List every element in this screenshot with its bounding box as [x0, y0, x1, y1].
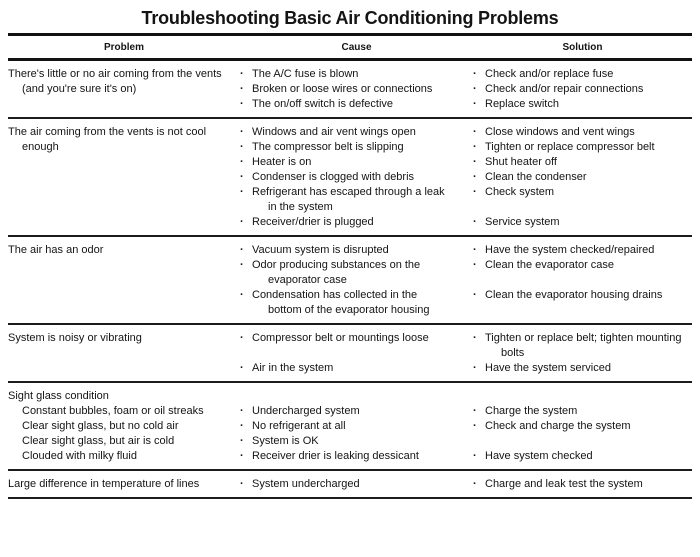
table-row	[8, 117, 692, 235]
subproblem-cell: Constant bubbles, foam or oil streaks	[22, 405, 204, 417]
solution-item	[473, 82, 692, 97]
table-row	[8, 469, 692, 497]
cause-item	[240, 215, 473, 230]
cause-item	[240, 258, 473, 288]
column-header-problem: Problem	[103, 42, 144, 53]
column-header-solution: Solution	[562, 42, 603, 53]
cause-item	[240, 477, 473, 492]
solution-item	[473, 185, 692, 200]
cause-item-text: The A/C fuse is blown	[252, 68, 359, 80]
solution-item-text: Have the system serviced	[485, 362, 611, 374]
bullet-icon: ·	[473, 332, 477, 344]
bullet-icon: ·	[473, 83, 477, 95]
subproblem-cell: Clear sight glass, but air is cold	[22, 435, 175, 447]
cause-item-text: Vacuum system is disrupted	[252, 244, 389, 256]
bullet-icon: ·	[240, 186, 244, 198]
bullet-icon: ·	[240, 98, 244, 110]
cause-item	[240, 185, 473, 215]
problem-cell: System is noisy or vibrating	[8, 332, 142, 344]
solution-item-text: Clean the evaporator housing drains	[485, 289, 663, 301]
solution-item	[473, 125, 692, 140]
bullet-icon: ·	[240, 259, 244, 271]
solution-item-text: Check and/or repair connections	[485, 83, 644, 95]
cause-item-text: Air in the system	[252, 362, 334, 374]
cause-item-text: System is OK	[252, 435, 319, 447]
bullet-icon: ·	[473, 405, 477, 417]
solution-item-text: Tighten or replace compressor belt	[485, 141, 655, 153]
cause-item-text: Condensation has collected in the bottom of the evaporator housing	[252, 289, 430, 316]
bullet-icon: ·	[473, 450, 477, 462]
solution-item	[473, 288, 692, 303]
solution-item	[473, 215, 692, 230]
cause-item	[240, 155, 473, 170]
bullet-icon: ·	[240, 244, 244, 256]
solution-item-text: Close windows and vent wings	[485, 126, 635, 138]
cause-item	[240, 434, 473, 449]
solution-item-text: Clean the condenser	[485, 171, 587, 183]
cause-item	[240, 449, 473, 464]
bullet-icon: ·	[473, 68, 477, 80]
table-row	[8, 323, 692, 381]
bullet-icon: ·	[240, 450, 244, 462]
bullet-icon: ·	[240, 156, 244, 168]
table-row	[8, 381, 692, 469]
bullet-icon: ·	[473, 216, 477, 228]
table-row	[8, 235, 692, 323]
cause-item-text: Refrigerant has escaped through a leak in the system	[252, 186, 445, 213]
solution-item	[473, 331, 692, 361]
cause-item-text: Receiver drier is leaking dessicant	[252, 450, 419, 462]
bullet-icon: ·	[473, 478, 477, 490]
cause-item-text: Compressor belt or mountings loose	[252, 332, 429, 344]
solution-item-text: Have the system checked/repaired	[485, 244, 655, 256]
solution-item-text: Shut heater off	[485, 156, 557, 168]
solution-item-text: Check and/or replace fuse	[485, 68, 614, 80]
solution-item	[473, 243, 692, 258]
cause-item-text: The on/off switch is defective	[252, 98, 394, 110]
cause-item	[240, 419, 473, 434]
solution-item	[473, 361, 692, 376]
bullet-icon: ·	[240, 289, 244, 301]
bullet-icon: ·	[240, 435, 244, 447]
subproblem-cell: Clouded with milky fluid	[22, 450, 137, 462]
bullet-icon: ·	[240, 405, 244, 417]
solution-item-text: Charge and leak test the system	[485, 478, 643, 490]
bullet-icon: ·	[240, 216, 244, 228]
solution-item	[473, 419, 692, 434]
bullet-icon: ·	[240, 420, 244, 432]
cause-item	[240, 67, 473, 82]
cause-item	[240, 361, 473, 376]
cause-item-text: Receiver/drier is plugged	[252, 216, 374, 228]
problem-cell: Large difference in temperature of lines	[8, 478, 200, 490]
cause-item	[240, 404, 473, 419]
solution-item-text: Check system	[485, 186, 555, 198]
bullet-icon: ·	[473, 156, 477, 168]
solution-item-text: Tighten or replace belt; tighten mounting bolts	[485, 332, 682, 359]
bullet-icon: ·	[473, 126, 477, 138]
cause-item-text: Odor producing substances on the evaporator case	[252, 259, 421, 286]
bullet-icon: ·	[473, 289, 477, 301]
bullet-icon: ·	[240, 171, 244, 183]
bullet-icon: ·	[473, 141, 477, 153]
bullet-icon: ·	[240, 68, 244, 80]
table-end-divider	[8, 497, 692, 499]
cause-item	[240, 97, 473, 112]
table-row	[8, 58, 692, 117]
solution-item-text: Service system	[485, 216, 560, 228]
cause-item-text: The compressor belt is slipping	[252, 141, 404, 153]
solution-item	[473, 258, 692, 273]
page-title: Troubleshooting Basic Air Conditioning Problems	[141, 8, 559, 28]
bullet-icon: ·	[240, 478, 244, 490]
bullet-icon: ·	[473, 420, 477, 432]
solution-item	[473, 449, 692, 464]
problem-cell: There's little or no air coming from the vents (and you're sure it's on)	[8, 68, 222, 95]
solution-item	[473, 155, 692, 170]
cause-item	[240, 140, 473, 155]
cause-item	[240, 170, 473, 185]
solution-item	[473, 97, 692, 112]
problem-cell: The air has an odor	[8, 244, 104, 256]
cause-item	[240, 125, 473, 140]
solution-item	[473, 477, 692, 492]
cause-item-text: No refrigerant at all	[252, 420, 346, 432]
bullet-icon: ·	[473, 244, 477, 256]
cause-item	[240, 243, 473, 258]
cause-item	[240, 288, 473, 318]
solution-item-text: Have system checked	[485, 450, 593, 462]
bullet-icon: ·	[473, 186, 477, 198]
cause-item-text: Condenser is clogged with debris	[252, 171, 415, 183]
solution-item-text: Check and charge the system	[485, 420, 631, 432]
cause-item-text: Undercharged system	[252, 405, 360, 417]
solution-item	[473, 67, 692, 82]
bullet-icon: ·	[473, 98, 477, 110]
cause-item-text: System undercharged	[252, 478, 360, 490]
column-header-cause: Cause	[341, 42, 372, 53]
subproblem-cell: Clear sight glass, but no cold air	[22, 420, 179, 432]
bullet-icon: ·	[473, 362, 477, 374]
solution-item-text: Charge the system	[485, 405, 578, 417]
bullet-icon: ·	[240, 141, 244, 153]
cause-item	[240, 82, 473, 97]
solution-item	[473, 404, 692, 419]
cause-item-text: Broken or loose wires or connections	[252, 83, 433, 95]
solution-item	[473, 170, 692, 185]
cause-item	[240, 331, 473, 346]
bullet-icon: ·	[240, 126, 244, 138]
bullet-icon: ·	[473, 171, 477, 183]
table-body	[8, 58, 692, 497]
solution-item	[473, 140, 692, 155]
bullet-icon: ·	[240, 83, 244, 95]
table-header-row	[8, 36, 692, 58]
cause-item-text: Windows and air vent wings open	[252, 126, 416, 138]
bullet-icon: ·	[473, 259, 477, 271]
cause-item-text: Heater is on	[252, 156, 312, 168]
bullet-icon: ·	[240, 362, 244, 374]
problem-cell: The air coming from the vents is not cool enough	[8, 126, 207, 153]
solution-item-text: Clean the evaporator case	[485, 259, 615, 271]
bullet-icon: ·	[240, 332, 244, 344]
solution-item-text: Replace switch	[485, 98, 559, 110]
problem-cell: Sight glass condition	[8, 390, 109, 402]
